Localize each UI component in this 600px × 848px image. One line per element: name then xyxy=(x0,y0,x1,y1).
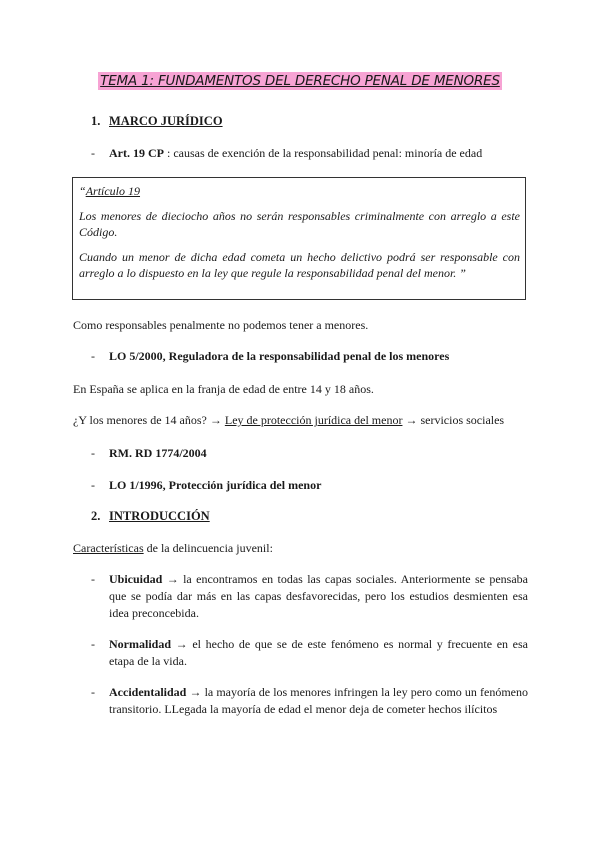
item-term: Normalidad xyxy=(109,637,172,651)
art19-text: : causas de exención de la responsabilidad penal: minoría de edad xyxy=(163,146,483,160)
bullet-dash: - xyxy=(91,685,95,699)
item-term: Accidentalidad xyxy=(109,685,187,699)
item-term: Ubicuidad xyxy=(109,572,163,586)
section-heading-2 xyxy=(91,509,210,524)
menores14-pre: ¿Y los menores de 14 años? → xyxy=(73,413,225,427)
list-item-lo1 xyxy=(91,477,528,494)
list-item-lo5 xyxy=(91,348,528,365)
paragraph-responsables: Como responsables penalmente no podemos tener a menores. xyxy=(73,318,369,332)
section-number: 2. xyxy=(91,509,101,523)
list-item-normalidad xyxy=(91,636,528,670)
paragraph-menores14 xyxy=(73,412,528,429)
bullet-dash: - xyxy=(91,146,95,160)
menores14-law: Ley de protección jurídica del menor xyxy=(224,413,403,427)
section-label: INTRODUCCIÓN xyxy=(109,509,210,523)
quote-open: “ xyxy=(79,184,86,198)
caract-rest: de la delincuencia juvenil: xyxy=(143,541,273,555)
quote-heading: Artículo 19 xyxy=(85,184,141,198)
list-item-art19 xyxy=(91,145,528,162)
art19-label: Art. 19 CP xyxy=(109,146,164,160)
lo5-text: LO 5/2000, Reguladora de la responsabilidad penal de los menores xyxy=(109,349,450,363)
bullet-dash: - xyxy=(91,446,95,460)
rm-text: RM. RD 1774/2004 xyxy=(109,446,207,460)
page-title xyxy=(0,72,600,90)
menores14-post: → servicios sociales xyxy=(402,413,505,427)
quote-paragraph-1: Los menores de dieciocho años no serán responsables criminalmente con arreglo a este Código. xyxy=(79,209,520,239)
list-item-ubicuidad xyxy=(91,571,528,622)
bullet-dash: - xyxy=(91,572,95,586)
bullet-dash: - xyxy=(91,349,95,363)
list-item-accidentalidad xyxy=(91,684,528,718)
bullet-dash: - xyxy=(91,478,95,492)
lo1-text: LO 1/1996, Protección jurídica del menor xyxy=(109,478,322,492)
list-item-rm xyxy=(91,445,528,462)
section-label: MARCO JURÍDICO xyxy=(109,114,223,128)
quote-box xyxy=(72,177,526,300)
section-heading-1 xyxy=(91,114,223,129)
item-text: → el hecho de que se de este fenómeno es normal y frecuente en esa etapa de la vida. xyxy=(109,637,528,668)
paragraph-espana: En España se aplica en la franja de edad de entre 14 y 18 años. xyxy=(73,382,374,396)
quote-paragraph-2: Cuando un menor de dicha edad cometa un hecho delictivo podrá ser responsable con arreglo a lo dispuesto en la ley que regule la responsabilidad penal del menor. ” xyxy=(79,250,520,280)
title-text: TEMA 1: FUNDAMENTOS DEL DERECHO PENAL DE MENORES xyxy=(100,73,500,89)
paragraph-caracteristicas xyxy=(73,540,528,557)
bullet-dash: - xyxy=(91,637,95,651)
caract-underlined: Características xyxy=(73,541,144,555)
section-number: 1. xyxy=(91,114,101,128)
item-text: → la encontramos en todas las capas sociales. Anteriormente se pensaba que se podía dar más en las capas desfavorecidas, pero los estudios desmienten esa idea preconcebida. xyxy=(109,572,528,620)
item-text: → la mayoría de los menores infringen la ley pero como un fenómeno transitorio. LLegada la mayoría de edad el menor deja de cometer hechos ilícitos xyxy=(109,685,528,716)
